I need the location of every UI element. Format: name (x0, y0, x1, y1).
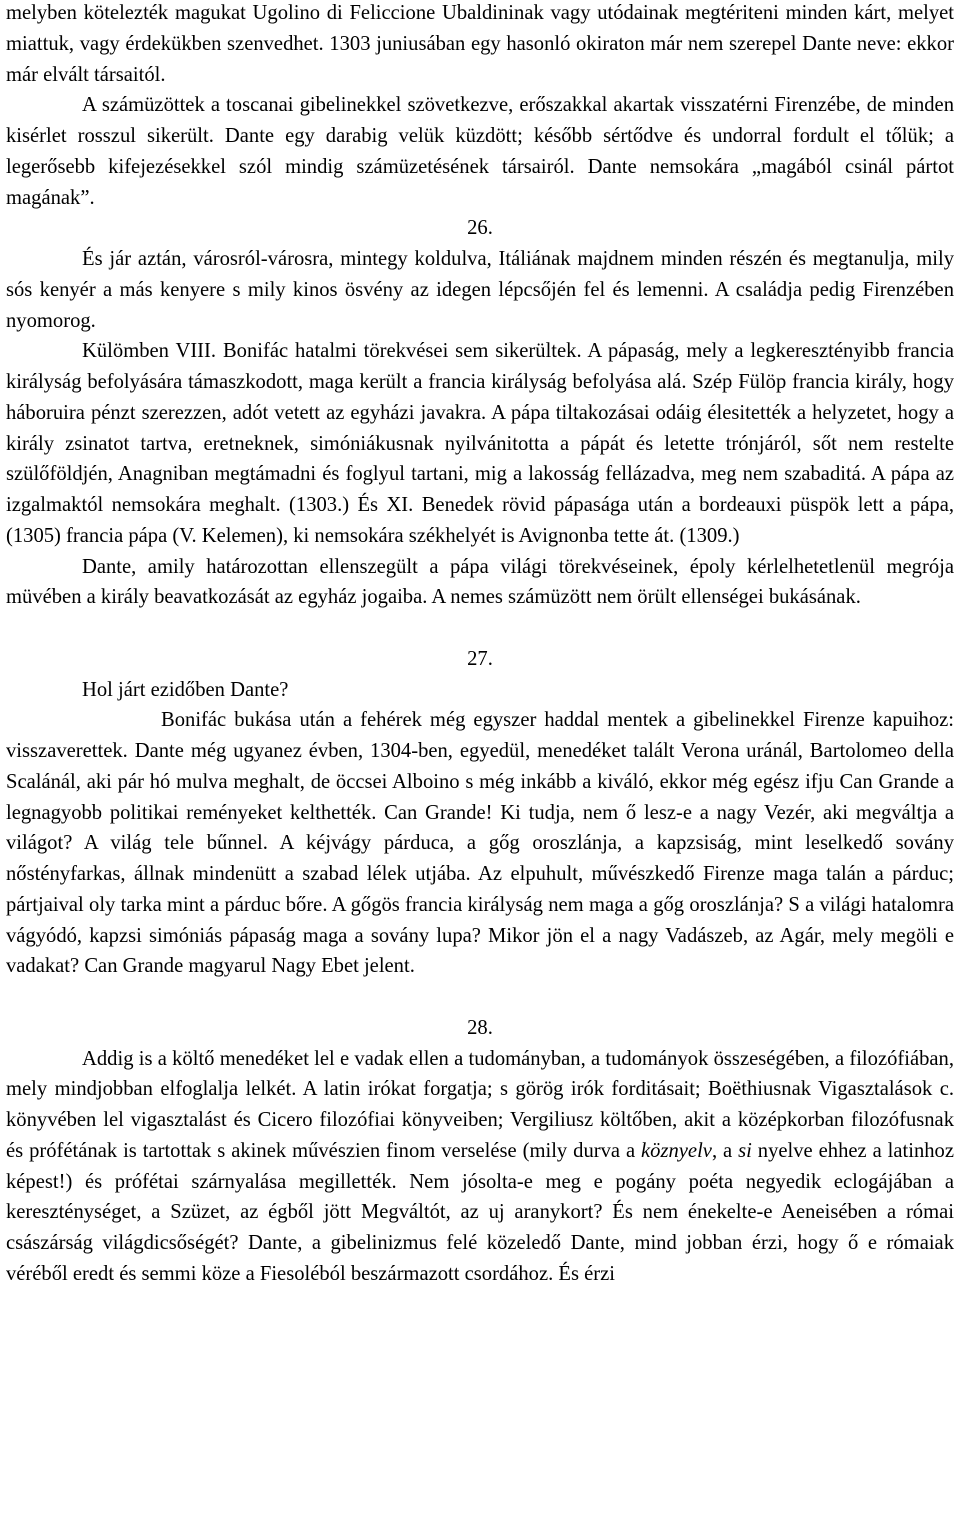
document-page (6, 0, 954, 1290)
spacer (6, 982, 954, 1013)
spacer (6, 613, 954, 644)
paragraph-intro: melyben kötelezték magukat Ugolino di Feliccione Ubaldininak vagy utódainak megtériteni minden kárt, melyet miattuk, vagy érdekükben szenvedhet. 1303 juniusában egy hasonló okiraton már nem szerepel Dante neve: ekkor már elvált társaitól. (6, 2, 954, 86)
paragraph-papacy: Külömben VIII. Bonifác hatalmi törekvései sem sikerültek. A pápaság, mely a legkeresztényibb francia királyság befolyására támaszkodott, maga került a francia királyság befolyása alá. Szép Fülöp francia király, hogy háboruira pénzt szerezzen, adót vetett az egyházi javakra. A pápa tiltakozásai odáig élesitették a helyzetet, hogy a király zsinatot tartva, eretneknek, simóniákusnak nyilvánitotta a pápát és letette trónjáról, sőt nem restelte szülőföldjén, Anagniban megtámadni és foglyul tartani, mig a lakosság fellázadva, meg nem szabaditá. A pápa az izgalmaktól nemsokára meghalt. (1303.) És XI. Benedek rövid pápasága után a bordeauxi püspök lett a pápa, (1305) francia pápa (V. Kelemen), ki nemsokára székhelyét is Avignonba tette át. (1309.) (6, 340, 954, 547)
paragraph-verona: Bonifác bukása után a fehérek még egyszer haddal mentek a gibelinekkel Firenze kapuihoz: visszaverettek. Dante még ugyanez évben, 1304-ben, egyedül, menedéket talált Verona uránál, Bartolomeo della Scalánál, aki pár hó mulva meghalt, de öccsei Alboino s még inkább a kiváló, ekkor még egész ifju Can Grande a legnagyobb politikai reményeket kelthették. Can Grande! Ki tudja, nem ő lesz-e a nagy Vezér, aki megváltja a világot? A világ tele bűnnel. A kéjvágy párduca, a gőg oroszlánja, a kapzsiság, mint leselkedő sovány nőstényfarkas, állnak mindenütt a szabad lélek utjába. Az elpuhult, művészkedő Firenze maga talán a párduc; pártjaival oly tarka mint a párduc bőre. A gőgös francia királyság nem maga a gőg oroszlánja? S a világi hatalomra vágyódó, kapzsi simóniás pápaság maga a sovány lupa? Mikor jön el a nagy Vadászeb, az Agár, mely megöli e vadakat? Can Grande magyarul Nagy Ebet jelent. (6, 709, 954, 978)
section-number-26: 26. (467, 217, 493, 240)
section-question: Hol járt ezidőben Dante? (82, 678, 289, 701)
italic-term-koznyelv: köznyelv (641, 1139, 712, 1162)
section-number-28: 28. (467, 1016, 493, 1039)
section-number-27: 27. (467, 647, 493, 670)
text-run: , a (711, 1139, 739, 1162)
paragraph-wandering: És jár aztán, városról-városra, mintegy koldulva, Itáliának majdnem minden részén és megtanulja, mily sós kenyér a más kenyere s mily kinos ösvény az idegen lépcsőjén fel és lemenni. A családja pedig Firenzében nyomorog. (6, 248, 954, 332)
paragraph-dante-opposition: Dante, amily határozottan ellenszegült a pápa világi törekvéseinek, époly kérlelhetetlenül megrója müvében a király beavatkozását az egyház jogaiba. A nemes számüzött nem örült ellenségei bukásának. (6, 555, 954, 609)
paragraph-exiles: A számüzöttek a toscanai gibelinekkel szövetkezve, erőszakkal akartak visszatérni Firenzébe, de minden kisérlet rosszul sikerült. Dante egy darabig velük küzdött; később sértődve és undorral fordult el tőlük; a legerősebb kifejezésekkel szól mindig számüzetésének társairól. Dante nemsokára „magából csinál pártot magának”. (6, 94, 954, 209)
text-run: Addig is a költő menedéket lel e vadak ellen a tudományban, a tudományok összeségében, a filozófiában, mely mindjobban elfoglalja lelkét. A latin irókat forgatja; s görög irók forditásait; Boëthiusnak Vigasztalások c. könyvében lel vigasztalást és Cicero filozófiai könyveiben; Vergiliusz költőben, akit a középkorban filozófusnak és prófétának is tartottak s akinek művészien finom verselése (mily durva a (6, 1047, 954, 1162)
text-run: nyelve ehhez a latinhoz képest!) és prófétai szárnyalása megillették. Nem jósolta-e meg e pogány poéta negyedik eclogájában a kereszténységet, a Szüzet, az égből jött Megváltót, az uj aranykort? És nem énekelte-e Aeneisében a római császárság világdicsőségét? Dante, a gibelinizmus felé közeledő Dante, mind jobban érzi, hogy ő e rómaiak véréből eredt és semmi köze a Fiesoléból beszármazott csordához. És érzi (6, 1139, 954, 1285)
paragraph-philosophy (6, 1044, 954, 1290)
italic-term-si: si (738, 1139, 752, 1162)
